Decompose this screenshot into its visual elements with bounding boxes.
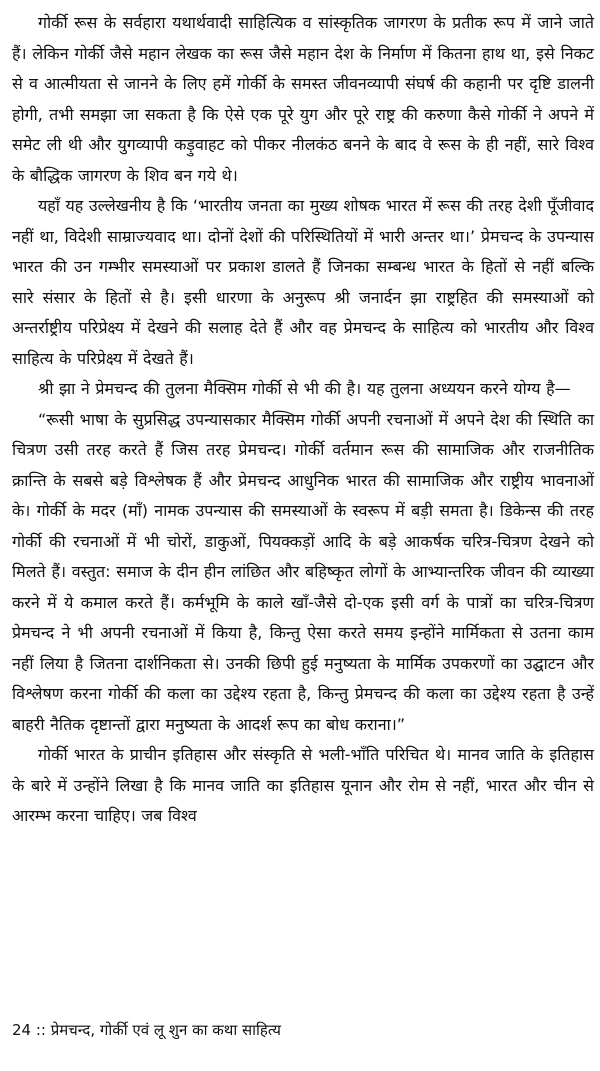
book-title: प्रेमचन्द, गोर्की एवं लू शुन का कथा साहित्य xyxy=(50,1021,281,1039)
block-quote: “रूसी भाषा के सुप्रसिद्ध उपन्यासकार मैक्सिम गोर्की अपनी रचनाओं में अपने देश की स्थिति का चित्रण उसी तरह करते हैं जिस तरह प्रेमचन्द। गोर्की वर्तमान रूस की सामाजिक और राजनीतिक क्रान्ति के सबसे बड़े विश्लेषक हैं और प्रेमचन्द आधुनिक भारत की सामाजिक और राष्ट्रीय भावनाओं के। गोर्की के मदर (माँ) नामक उपन्यास की समस्याओं के स्वरूप में बड़ी समता है। डिकेन्स की तरह गोर्की की रचनाओं में भी चोरों, डाकुओं, पियक्कड़ों आदि के बड़े आकर्षक चरित्र-चित्रण देखने को मिलते हैं। वस्तुत: समाज के दीन हीन लांछित और बहिष्कृत लोगों के आभ्यान्तरिक जीवन की व्याख्या करने में ये कमाल करते हैं। कर्मभूमि के काले खाँ-जैसे दो-एक इसी वर्ग के पात्रों का चरित्र-चित्रण प्रेमचन्द ने भी अपनी रचनाओं में किया है, किन्तु ऐसा करते समय इन्होंने मार्मिकता से उतना काम नहीं लिया है जितना दार्शनिकता से। उनकी छिपी हुई मनुष्यता के मार्मिक उपकरणों का उद्घाटन और विश्लेषण करना गोर्की की कला का उद्देश्य रहता है, किन्तु प्रेमचन्द की कला का उद्देश्य रहता है उन्हें बाहरी नैतिक दृष्टान्तों द्वारा मनुष्यता के आदर्श रूप का बोध कराना।” xyxy=(12,409,594,734)
footer-separator: :: xyxy=(35,1021,46,1039)
page-number: 24 xyxy=(12,1021,32,1039)
page-footer xyxy=(12,1018,592,1042)
paragraph-jha-comparison: श्री झा ने प्रेमचन्द की तुलना मैक्सिम गोर्की से भी की है। यह तुलना अध्ययन करने योग्य है— xyxy=(38,379,571,398)
page-body xyxy=(12,8,594,1008)
paragraph-imperialism-note: यहाँ यह उल्लेखनीय है कि ‘भारतीय जनता का मुख्य शोषक भारत में रूस की तरह देशी पूँजीवाद नहीं था, विदेशी साम्राज्यवाद था। दोनों देशों की परिस्थितियों में भारी अन्तर था।’ प्रेमचन्द के उपन्यास भारत की उन गम्भीर समस्याओं पर प्रकाश डालते हैं जिनका सम्बन्ध भारत के हितों से नहीं बल्कि सारे संसार के हितों से है। इसी धारणा के अनुरूप श्री जनार्दन झा राष्ट्रहित की समस्याओं को अन्तर्राष्ट्रीय परिप्रेक्ष्य में देखने की सलाह देते हैं और वह प्रेमचन्द के साहित्य को भारतीय और विश्व साहित्य के परिप्रेक्ष्य में देखते हैं। xyxy=(12,196,594,368)
paragraph-gorky-awakening: गोर्की रूस के सर्वहारा यथार्थवादी साहित्यिक व सांस्कृतिक जागरण के प्रतीक रूप में जाने जाते हैं। लेकिन गोर्की जैसे महान लेखक का रूस जैसे महान देश के निर्माण में कितना हाथ था, इसे निकट से व आत्मीयता से जानने के लिए हमें गोर्की के समस्त जीवनव्यापी संघर्ष की कहानी पर दृष्टि डालनी होगी, तभी समझा जा सकता है कि ऐसे एक पूरे युग और पूरे राष्ट्र की करुणा कैसे गोर्की ने अपने में समेट ली थी और युगव्यापी कड़ुवाहट को पीकर नीलकंठ बनने के बाद वे रूस के ही नहीं, सारे विश्व के बौद्धिक जागरण के शिव बन गये थे। xyxy=(12,13,594,185)
paragraph-gorky-india: गोर्की भारत के प्राचीन इतिहास और संस्कृति से भली-भाँति परिचित थे। मानव जाति के इतिहास के बारे में उन्होंने लिखा है कि मानव जाति का इतिहास यूनान और रोम से नहीं, भारत और चीन से आरम्भ करना चाहिए। जब विश्व xyxy=(12,745,594,825)
